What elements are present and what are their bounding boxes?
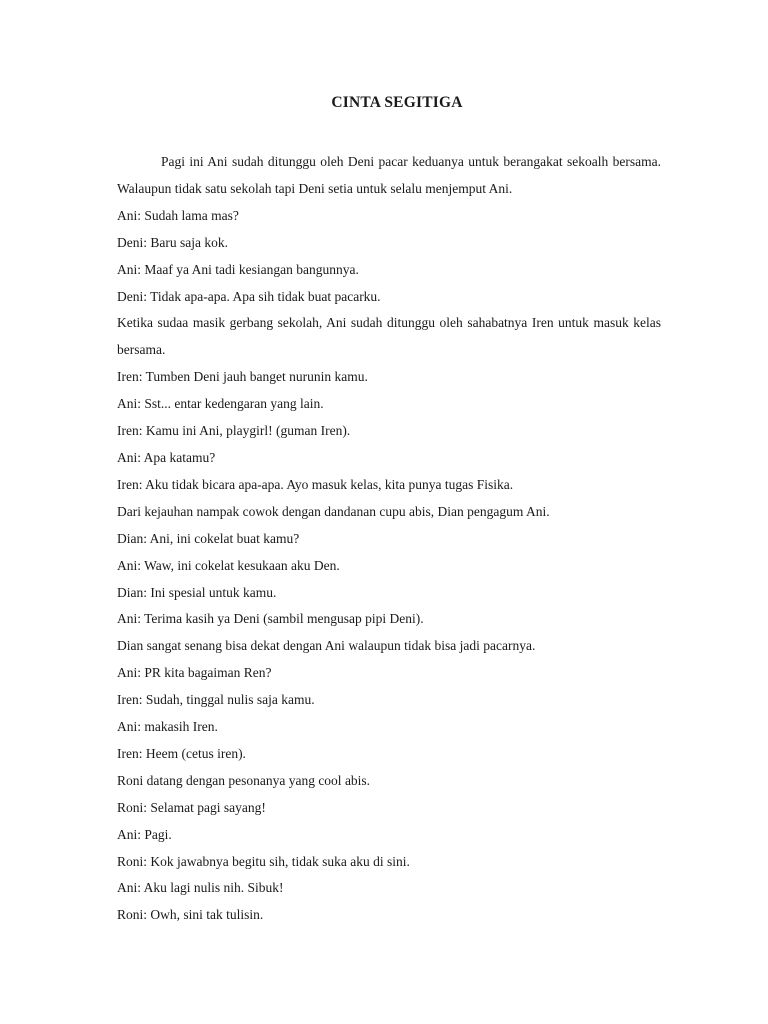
text-line: Ani: Sst... entar kedengaran yang lain. xyxy=(117,396,324,412)
text-line: Ani: Waw, ini cokelat kesukaan aku Den. xyxy=(117,557,340,573)
text-line: Roni: Kok jawabnya begitu sih, tidak suka aku di sini. xyxy=(117,853,410,869)
text-line: Iren: Tumben Deni jauh banget nurunin kamu. xyxy=(117,369,368,385)
document-title: CINTA SEGITIGA xyxy=(331,94,463,111)
text-line: Iren: Aku tidak bicara apa-apa. Ayo masuk kelas, kita punya tugas Fisika. xyxy=(117,476,514,492)
text-line: Ani: Sudah lama mas? xyxy=(117,207,239,223)
paragraph: Ketika sudaa masik gerbang sekolah, Ani sudah ditunggu oleh sahabatnya Iren untuk masuk kelas bersama. xyxy=(117,315,661,358)
paragraph: Pagi ini Ani sudah ditunggu oleh Deni pacar keduanya untuk berangakat sekoalh bersama. Walaupun tidak satu sekolah tapi Deni setia untuk selalu menjemput Ani. xyxy=(117,154,661,196)
text-line: Iren: Kamu ini Ani, playgirl! (guman Iren). xyxy=(117,423,351,439)
text-line: Ani: Pagi. xyxy=(117,826,172,842)
text-line: Ani: Aku lagi nulis nih. Sibuk! xyxy=(117,880,284,896)
text-line: Ani: Maaf ya Ani tadi kesiangan bangunnya. xyxy=(117,261,359,277)
text-line: Iren: Heem (cetus iren). xyxy=(117,745,246,761)
text-line: Roni: Selamat pagi sayang! xyxy=(117,799,266,815)
text-line: Deni: Baru saja kok. xyxy=(117,234,228,250)
text-line: Dian: Ani, ini cokelat buat kamu? xyxy=(117,530,300,546)
text-line: Ani: makasih Iren. xyxy=(117,719,218,735)
text-line: Ani: Terima kasih ya Deni (sambil mengusap pipi Deni). xyxy=(117,611,424,627)
text-line: Deni: Tidak apa-apa. Apa sih tidak buat pacarku. xyxy=(117,288,381,304)
text-line: Dian sangat senang bisa dekat dengan Ani walaupun tidak bisa jadi pacarnya. xyxy=(117,638,536,654)
text-line: Iren: Sudah, tinggal nulis saja kamu. xyxy=(117,692,315,708)
text-line: Ani: Apa katamu? xyxy=(117,449,216,465)
text-line: Roni: Owh, sini tak tulisin. xyxy=(117,907,264,923)
text-line: Dari kejauhan nampak cowok dengan dandanan cupu abis, Dian pengagum Ani. xyxy=(117,503,550,519)
text-line: Roni datang dengan pesonanya yang cool abis. xyxy=(117,772,371,788)
text-line: Ani: PR kita bagaiman Ren? xyxy=(117,665,272,681)
text-line: Dian: Ini spesial untuk kamu. xyxy=(117,584,277,600)
document-body xyxy=(117,149,661,929)
